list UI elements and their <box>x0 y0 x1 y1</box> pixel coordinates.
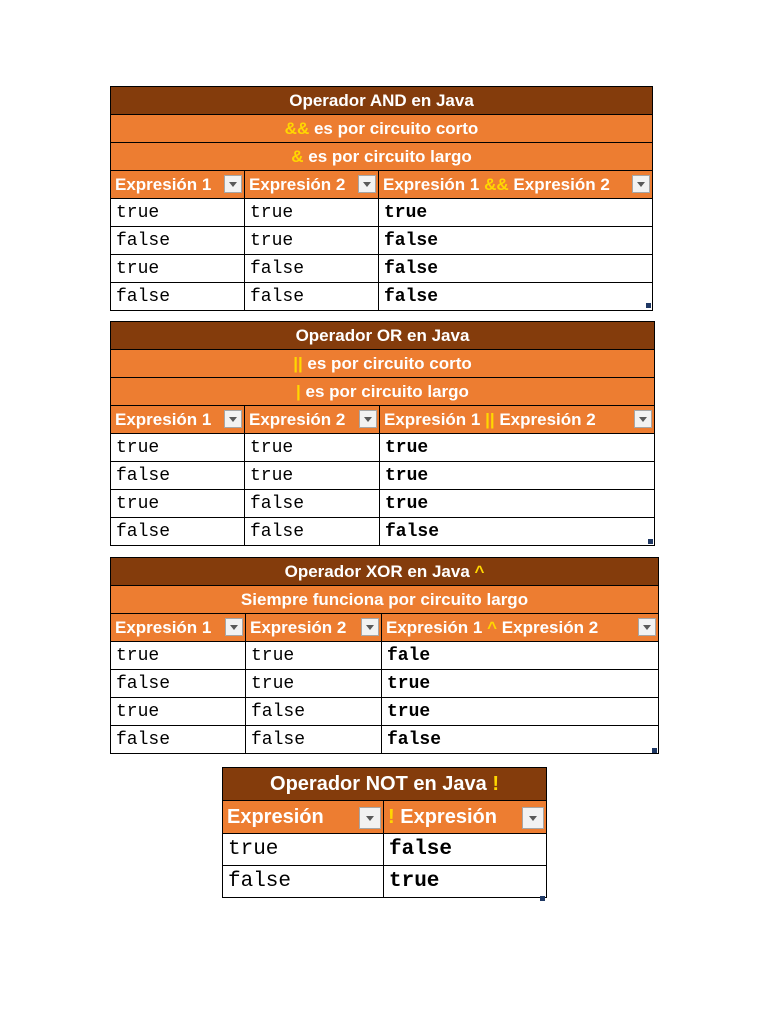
table-row: true false true <box>111 490 655 518</box>
table-row: true true true <box>111 434 655 462</box>
filter-dropdown-icon[interactable] <box>359 410 377 428</box>
or-short-circuit-line: || es por circuito corto <box>111 350 655 378</box>
or-header-result: Expresión 1 || Expresión 2 <box>380 406 655 434</box>
table-row: false false false <box>111 518 655 546</box>
table-row: false true true <box>111 462 655 490</box>
table-resize-handle[interactable] <box>652 748 657 753</box>
table-row: true false <box>223 834 547 866</box>
filter-dropdown-icon[interactable] <box>634 410 652 428</box>
table-row: true true fale <box>111 642 659 670</box>
filter-dropdown-icon[interactable] <box>224 410 242 428</box>
table-row: false true true <box>111 670 659 698</box>
table-row: false false false <box>111 726 659 754</box>
filter-dropdown-icon[interactable] <box>632 175 650 193</box>
and-short-circuit-line: && es por circuito corto <box>111 115 653 143</box>
xor-header-result: Expresión 1 ^ Expresión 2 <box>382 614 659 642</box>
and-header-expr2: Expresión 2 <box>245 171 379 199</box>
filter-dropdown-icon[interactable] <box>638 618 656 636</box>
table-row: true false true <box>111 698 659 726</box>
not-header-result: ! Expresión <box>384 801 547 834</box>
table-row: false false false <box>111 283 653 311</box>
filter-dropdown-icon[interactable] <box>225 618 243 636</box>
or-header-expr1: Expresión 1 <box>111 406 245 434</box>
or-table-title: Operador OR en Java <box>111 322 655 350</box>
and-table-title: Operador AND en Java <box>111 87 653 115</box>
xor-header-expr2: Expresión 2 <box>246 614 382 642</box>
and-header-expr1: Expresión 1 <box>111 171 245 199</box>
filter-dropdown-icon[interactable] <box>358 175 376 193</box>
table-resize-handle[interactable] <box>646 303 651 308</box>
xor-long-circuit-line: Siempre funciona por circuito largo <box>111 586 659 614</box>
filter-dropdown-icon[interactable] <box>359 807 381 829</box>
table-row: false true false <box>111 227 653 255</box>
not-operator-table <box>222 767 547 898</box>
and-operator-table <box>110 86 653 311</box>
not-header-expr: Expresión <box>223 801 384 834</box>
xor-header-expr1: Expresión 1 <box>111 614 246 642</box>
and-long-circuit-line: & es por circuito largo <box>111 143 653 171</box>
filter-dropdown-icon[interactable] <box>361 618 379 636</box>
filter-dropdown-icon[interactable] <box>522 807 544 829</box>
or-operator-table <box>110 321 655 546</box>
filter-dropdown-icon[interactable] <box>224 175 242 193</box>
table-row: true true true <box>111 199 653 227</box>
xor-operator-table <box>110 557 659 754</box>
or-long-circuit-line: | es por circuito largo <box>111 378 655 406</box>
not-table-title: Operador NOT en Java ! <box>223 768 547 801</box>
xor-table-title: Operador XOR en Java ^ <box>111 558 659 586</box>
table-resize-handle[interactable] <box>540 896 545 901</box>
or-header-expr2: Expresión 2 <box>245 406 380 434</box>
table-resize-handle[interactable] <box>648 539 653 544</box>
table-row: true false false <box>111 255 653 283</box>
and-header-result: Expresión 1 && Expresión 2 <box>379 171 653 199</box>
table-row: false true <box>223 866 547 898</box>
